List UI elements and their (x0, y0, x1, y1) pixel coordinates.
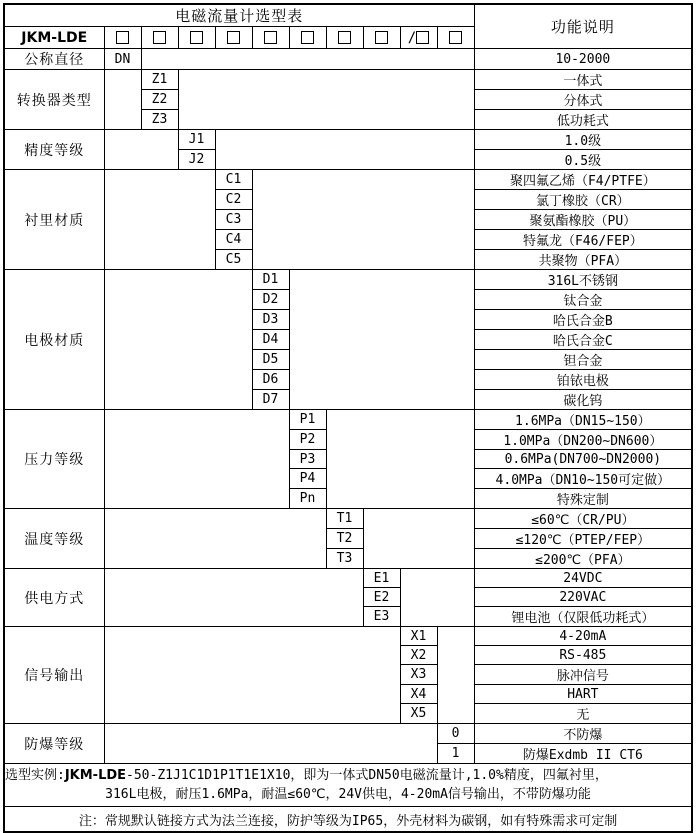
desc-cell: 特殊定制 (474, 489, 692, 509)
desc-cell: ≤60℃（CR/PU） (474, 509, 692, 529)
empty-cell (178, 70, 474, 130)
option-box-icon (416, 31, 429, 44)
empty-cell (104, 410, 289, 509)
code-cell: X3 (400, 665, 437, 685)
option-box-cell (141, 27, 178, 49)
code-cell: E1 (363, 569, 400, 588)
table-title: 电磁流量计选型表 (4, 4, 474, 27)
empty-cell (104, 627, 400, 724)
table-row (4, 70, 692, 90)
option-box-cell (437, 27, 474, 49)
empty-cell (104, 130, 178, 170)
example-cell (4, 764, 692, 807)
desc-cell: 0.6MPa(DN700~DN2000) (474, 450, 692, 469)
desc-cell: 哈氏合金C (474, 330, 692, 350)
example-row (4, 764, 692, 807)
desc-cell: 特氟龙（F46/FEP） (474, 230, 692, 250)
desc-cell: 一体式 (474, 70, 692, 90)
model-prefix: JKM-LDE (4, 27, 104, 49)
table-row (4, 49, 692, 70)
desc-cell: HART (474, 685, 692, 704)
desc-cell: 不防爆 (474, 724, 692, 744)
code-cell: Z2 (141, 90, 178, 110)
code-cell: C2 (215, 190, 252, 210)
option-box-cell (252, 27, 289, 49)
example-line-1 (5, 766, 691, 785)
code-cell: P4 (289, 469, 326, 489)
desc-cell: 220VAC (474, 588, 692, 607)
desc-cell: 316L不锈钢 (474, 270, 692, 290)
desc-cell: 分体式 (474, 90, 692, 110)
code-cell: X2 (400, 646, 437, 665)
table-row (4, 627, 692, 646)
code-cell: Pn (289, 489, 326, 509)
option-box-cell (215, 27, 252, 49)
empty-cell (104, 70, 141, 130)
desc-cell: ≤120℃（PTEP/FEP） (474, 529, 692, 549)
code-cell: D6 (252, 370, 289, 390)
code-cell: Z3 (141, 110, 178, 130)
option-box-cell (289, 27, 326, 49)
table-row (4, 410, 692, 430)
table-row (4, 270, 692, 290)
code-cell: C3 (215, 210, 252, 230)
code-cell: D5 (252, 350, 289, 370)
box-prefix: / (407, 29, 417, 46)
desc-cell: 铂铱电极 (474, 370, 692, 390)
section-label-pressure: 压力等级 (4, 410, 104, 509)
desc-cell: 4.0MPa（DN10~150可定做） (474, 469, 692, 489)
code-cell: C4 (215, 230, 252, 250)
option-box-cell (363, 27, 400, 49)
note-row (4, 807, 692, 833)
desc-cell: 碳化钨 (474, 390, 692, 410)
selection-table (3, 3, 693, 833)
code-cell: D4 (252, 330, 289, 350)
desc-cell: 钽合金 (474, 350, 692, 370)
desc-cell: 1.6MPa（DN15~150） (474, 410, 692, 430)
empty-cell (215, 130, 474, 170)
example-line-2: 316L电极，耐压1.6MPa，耐温≤60℃，24V供电，4-20mA信号输出，不带防爆功能 (105, 787, 591, 802)
empty-cell (104, 509, 326, 569)
section-label-signal-output: 信号输出 (4, 627, 104, 724)
code-cell: D2 (252, 290, 289, 310)
option-box-cell (326, 27, 363, 49)
desc-cell: 共聚物（PFA） (474, 250, 692, 270)
section-label-accuracy: 精度等级 (4, 130, 104, 170)
table-row (4, 130, 692, 150)
code-cell: Z1 (141, 70, 178, 90)
code-cell: T2 (326, 529, 363, 549)
desc-cell: 无 (474, 704, 692, 724)
desc-cell: 哈氏合金B (474, 310, 692, 330)
code-cell: T3 (326, 549, 363, 569)
code-cell: E2 (363, 588, 400, 607)
code-cell: DN (104, 49, 141, 70)
empty-cell (252, 170, 474, 270)
desc-cell: 聚四氟乙烯（F4/PTFE） (474, 170, 692, 190)
table-row (4, 170, 692, 190)
table-row (4, 509, 692, 529)
title-row (4, 4, 692, 27)
table-row (4, 724, 692, 744)
empty-cell (104, 569, 363, 627)
code-cell: X4 (400, 685, 437, 704)
option-box-icon (449, 31, 462, 44)
desc-cell: 氯丁橡胶（CR） (474, 190, 692, 210)
section-label-lining-material: 衬里材质 (4, 170, 104, 270)
code-cell: C5 (215, 250, 252, 270)
function-description-header: 功能说明 (474, 4, 692, 49)
code-cell: J1 (178, 130, 215, 150)
section-label-converter-type: 转换器类型 (4, 70, 104, 130)
section-label-power-supply: 供电方式 (4, 569, 104, 627)
option-box-icon (190, 31, 203, 44)
code-cell: P1 (289, 410, 326, 430)
desc-cell: 4-20mA (474, 627, 692, 646)
desc-cell: 低功耗式 (474, 110, 692, 130)
empty-cell (289, 270, 474, 410)
desc-cell: 防爆Exdmb II CT6 (474, 744, 692, 764)
option-box-icon (301, 31, 314, 44)
desc-cell: 10-2000 (474, 49, 692, 70)
option-box-cell (104, 27, 141, 49)
empty-cell (326, 410, 474, 509)
code-cell: P3 (289, 450, 326, 469)
section-label-temperature: 温度等级 (4, 509, 104, 569)
code-cell: X1 (400, 627, 437, 646)
desc-cell: 1.0MPa（DN200~DN600） (474, 430, 692, 450)
empty-cell (400, 569, 474, 627)
desc-cell: 24VDC (474, 569, 692, 588)
table-row (4, 569, 692, 588)
option-box-icon (153, 31, 166, 44)
desc-cell: RS-485 (474, 646, 692, 665)
code-cell: J2 (178, 150, 215, 170)
desc-cell: 锂电池（仅限低功耗式） (474, 607, 692, 627)
code-cell: D3 (252, 310, 289, 330)
code-cell: C1 (215, 170, 252, 190)
empty-cell (437, 627, 474, 724)
option-box-icon (227, 31, 240, 44)
desc-cell: 0.5级 (474, 150, 692, 170)
option-box-icon (264, 31, 277, 44)
desc-cell: ≤200℃（PFA） (474, 549, 692, 569)
desc-cell: 聚氨酯橡胶（PU） (474, 210, 692, 230)
code-cell: D7 (252, 390, 289, 410)
section-label-electrode-material: 电极材质 (4, 270, 104, 410)
empty-cell (141, 49, 474, 70)
example-model-code: JKM-LDE (64, 768, 127, 783)
code-cell: D1 (252, 270, 289, 290)
example-prefix: 选型实例: (5, 768, 65, 783)
code-cell: 1 (437, 744, 474, 764)
code-cell: P2 (289, 430, 326, 450)
option-box-icon (116, 31, 129, 44)
desc-cell: 钛合金 (474, 290, 692, 310)
option-box-icon (375, 31, 388, 44)
note-cell: 注：常规默认链接方式为法兰连接，防护等级为IP65，外壳材料为碳钢，如有特殊需求可定制 (4, 807, 692, 833)
desc-cell: 1.0级 (474, 130, 692, 150)
code-cell: X5 (400, 704, 437, 724)
code-cell: E3 (363, 607, 400, 627)
example-rest: -50-Z1J1C1D1P1T1E1X10，即为一体式DN50电磁流量计,1.0%精度，四氟衬里， (126, 768, 608, 783)
empty-cell (363, 509, 474, 569)
section-label-explosion-proof: 防爆等级 (4, 724, 104, 764)
code-cell: 0 (437, 724, 474, 744)
option-box-cell (178, 27, 215, 49)
section-label-diameter: 公称直径 (4, 49, 104, 70)
option-box-cell (400, 27, 437, 49)
empty-cell (104, 170, 215, 270)
empty-cell (104, 724, 437, 764)
option-box-icon (338, 31, 351, 44)
desc-cell: 脉冲信号 (474, 665, 692, 685)
empty-cell (104, 270, 252, 410)
code-cell: T1 (326, 509, 363, 529)
